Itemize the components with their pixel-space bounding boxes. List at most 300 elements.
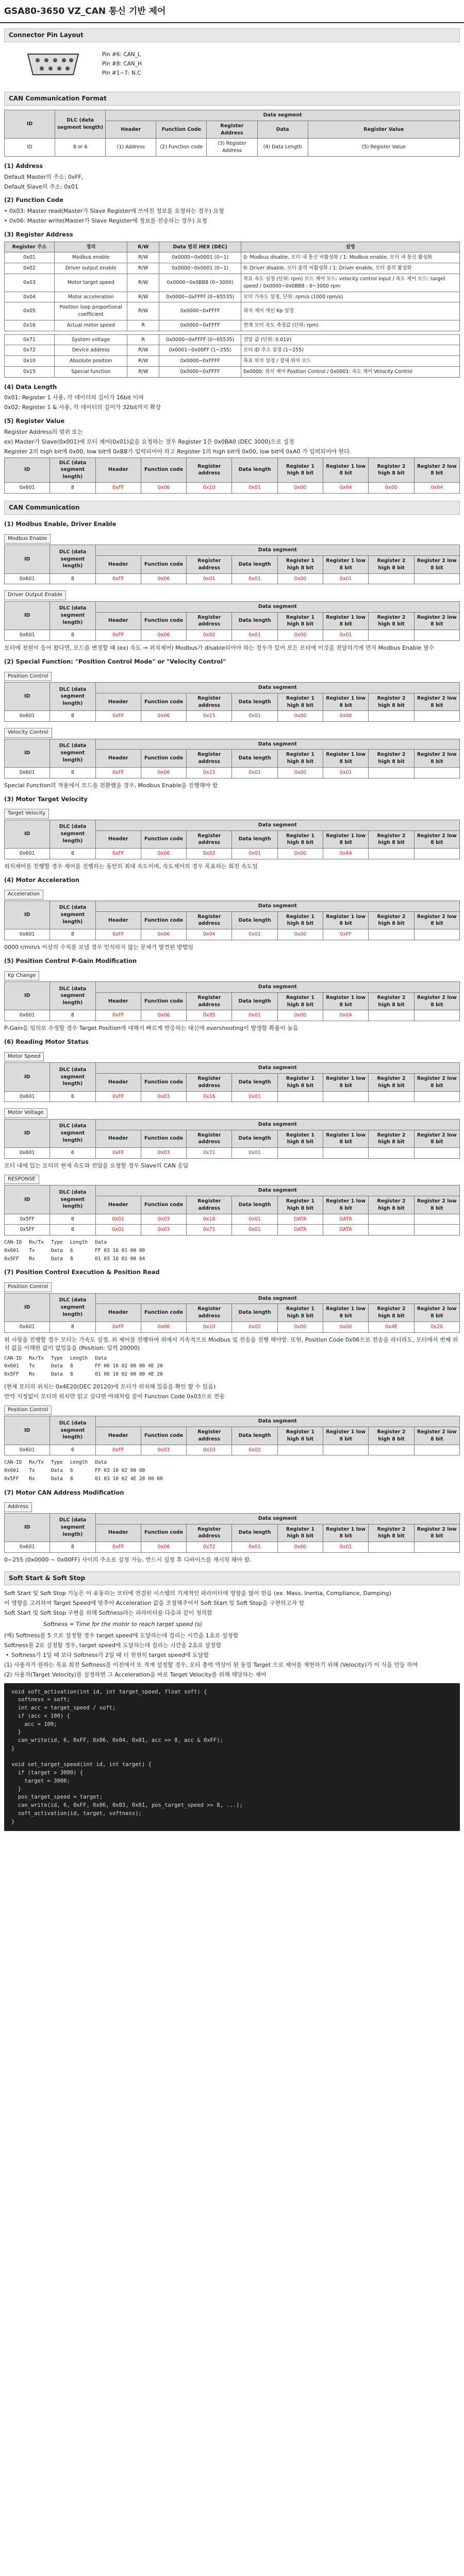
format-header: CAN Communication Format	[4, 92, 460, 106]
log-head	[4, 1354, 170, 1363]
log-col: Rx/Tx	[29, 1460, 44, 1466]
frame-col: ID	[5, 601, 50, 630]
log-cell: 8	[70, 1256, 73, 1262]
operation-header: CAN Communication	[4, 501, 460, 515]
frame-col: Header	[95, 612, 141, 630]
frame-col: Data length	[232, 612, 277, 630]
log-cell: Data	[51, 1371, 63, 1378]
s1-title: (1) Modbus Enable, Driver Enable	[4, 520, 117, 528]
frame-cell: 0x06	[141, 1321, 186, 1332]
frame-cell: 0x16	[187, 1091, 232, 1102]
log-col: Data	[95, 1240, 107, 1246]
softstart-line: Soft Start 및 Soft Stop 기능은 이 유동하는 모터에 연결된 시스템의 기계적인 파라미터에 영향을 많이 받음 (ex. Mass, Inertia, Compliance, Damping)	[4, 1590, 391, 1597]
register-cell: 0x01	[5, 252, 55, 263]
frame-col: Register 2 high 8 bit	[369, 1196, 414, 1214]
function-line: • 0x03: Master read(Master가 Slave Register에 쓰여진 정보를 요청하는 경우) 요청	[4, 208, 224, 215]
frame-cell: 0x01	[232, 1214, 277, 1225]
frame-col: Register address	[187, 911, 232, 929]
frame-cell: 0x01	[232, 1225, 277, 1235]
frame-col: Register 1 low 8 bit	[323, 1524, 369, 1542]
motor-voltage-label: Motor Voltage	[4, 1108, 47, 1118]
frame-col: Header	[95, 1524, 141, 1542]
register-cell: R/W	[127, 356, 159, 367]
log-col: Type	[51, 1355, 63, 1361]
frame-cell: 0x20	[414, 1321, 459, 1332]
frame-table	[4, 682, 460, 722]
s8-title: (7) Motor CAN Address Modification	[4, 1488, 124, 1496]
frame-cell: 8	[50, 767, 95, 778]
register-cell: 현재 모터 속도 측정값 (단위: rpm)	[241, 320, 460, 331]
frame-col: DLC (data segment length)	[50, 545, 95, 573]
frame-cell: 0x601	[5, 1091, 50, 1102]
address-line: Default Master의 주소: 0xFF,	[4, 173, 84, 180]
frame-cell	[369, 1091, 414, 1102]
reg-col: 정의	[55, 242, 127, 252]
log-cell: 8	[70, 1476, 73, 1482]
length-title: (4) Data Length	[4, 383, 57, 391]
frame-cell	[369, 1225, 414, 1235]
cell: ID	[5, 139, 55, 157]
frame-col: Register 1 low 8 bit	[323, 1304, 369, 1322]
frame-head-row	[5, 1185, 460, 1196]
frame-cell	[414, 1010, 459, 1021]
frame-cell	[369, 1445, 414, 1455]
frame-col: DLC (data segment length)	[50, 1416, 95, 1445]
register-cell: 모터 가속도 설정, 단위: rpm/s (1000 rpm/s)	[241, 292, 460, 302]
frame-head-row	[5, 1119, 460, 1130]
softstart-header: Soft Start & Soft Stop	[4, 1571, 460, 1585]
frame-cell	[277, 1148, 323, 1159]
frame-row	[5, 630, 460, 641]
frame-col: Register 2 low 8 bit	[414, 1427, 459, 1445]
frame-cell: 0x06	[141, 849, 186, 859]
s7-title: (7) Position Control Execution & Position Read	[4, 1268, 160, 1276]
log-cell: Data	[51, 1468, 63, 1474]
frame-table	[4, 901, 460, 940]
frame-row	[5, 767, 460, 778]
frame-cell	[369, 711, 414, 722]
frame-col: Register 1 high 8 bit	[277, 992, 323, 1010]
frame-col: Register 2 high 8 bit	[369, 992, 414, 1010]
frame-cell	[414, 1148, 459, 1159]
register-cell: Absolute position	[55, 356, 127, 367]
register-cell: 0: Driver disable, 모터 출력 비활성화 / 1: Driver enable, 모터 출력 활성화	[241, 263, 460, 274]
register-cell: 0x0000~0xFFFF (0~65535)	[159, 292, 241, 302]
frame-col: ID	[5, 1063, 50, 1091]
can-log	[4, 1354, 170, 1379]
frame-row	[5, 1214, 460, 1225]
frame-col: ID	[5, 1293, 50, 1321]
frame-col: Register 2 low 8 bit	[414, 612, 459, 630]
frame-cell: 0x00	[277, 849, 323, 859]
frame-cell: 0x01	[232, 1091, 277, 1102]
modbus-enable-label: Modbus Enable	[4, 534, 51, 544]
frame-cell: 0x02	[232, 1321, 277, 1332]
code-block: void soft_activation(int id, int target_speed, float soft) { softness = soft; int acc = target_speed / soft; if (acc < 100) { acc = 100; } can_write(id, 6, 0xFF, 0x06, 0x04, 0x01, acc >> 8, acc & 0xFF); } void set_target_speed(int id, int target) { if (target > 3000) { target = 3000; } pos_target_speed = target; can_write(id, 6, 0xFF, 0x06, 0x03, 0x01, pos_target_speed >> 8, ...); soft_activation(id, target, softness); }	[4, 1683, 460, 1832]
s7-note3: 만약 지정없이 모터의 위치만 읽고 싶다면 아래처럼 같이 Function Code 0x03으로 전송	[4, 1393, 225, 1400]
log-row	[4, 1370, 170, 1379]
frame-col: Function code	[141, 693, 186, 711]
frame-cell: 0x03	[141, 1225, 186, 1235]
frame-col: Function code	[141, 831, 186, 849]
frame-col: Register address	[187, 693, 232, 711]
register-row	[5, 345, 460, 356]
kp-change-label: Kp Change	[4, 971, 39, 981]
frame-col: Function code	[141, 1196, 186, 1214]
response-label: RESPONSE	[4, 1175, 39, 1184]
register-cell: R/W	[127, 302, 159, 320]
frame-cell: 0x01	[232, 711, 277, 722]
frame-cell: 0x03	[187, 849, 232, 859]
log-cell: FF 03 16 01 00 00	[95, 1247, 145, 1253]
db9-connector-icon	[25, 51, 81, 78]
frame-cell: 8	[50, 630, 95, 641]
frame-col: Register 2 low 8 bit	[414, 911, 459, 929]
frame-col: Register 1 high 8 bit	[277, 1130, 323, 1148]
frame-col: Register 2 high 8 bit	[369, 831, 414, 849]
frame-cell	[369, 849, 414, 859]
log-col: Data	[95, 1355, 107, 1361]
pin-item: Pin #6: CAN_L	[102, 52, 141, 58]
frame-cell: 6	[50, 1445, 95, 1455]
frame-col: Register address	[187, 1427, 232, 1445]
example-cell: 0xFF	[95, 482, 141, 493]
log-cell: 01 03 16 01 00 64	[95, 1256, 145, 1262]
frame-col: Function code	[141, 1427, 186, 1445]
log-col: Rx/Tx	[29, 1355, 44, 1361]
frame-col: Register 1 high 8 bit	[277, 1074, 323, 1092]
frame-cell: 0xFF	[95, 1010, 141, 1021]
register-cell: Position loop proportional coefficient	[55, 302, 127, 320]
frame-cell: 0xFF	[95, 1148, 141, 1159]
frame-col-segment: Data segment	[95, 1119, 459, 1130]
frame-head-row	[5, 545, 460, 556]
frame-col: ID	[5, 1119, 50, 1147]
frame-col: Register 1 high 8 bit	[277, 831, 323, 849]
driver-enable-label: Driver Output Enable	[4, 590, 66, 600]
frame-col-segment: Data segment	[95, 601, 459, 612]
frame-cell: 0x15	[187, 711, 232, 722]
reg-col: Data 범위 HEX (DEC)	[159, 242, 241, 252]
frame-table	[4, 1416, 460, 1455]
frame-col: Register 2 high 8 bit	[369, 457, 414, 482]
frame-col: Function code	[141, 1524, 186, 1542]
frame-cell: 8	[50, 1225, 95, 1235]
frame-col: DLC (data segment length)	[50, 982, 95, 1010]
frame-col: Register 1 low 8 bit	[323, 1130, 369, 1148]
frame-col: Data length	[232, 1130, 277, 1148]
cell: (3) Register Address	[207, 139, 257, 157]
frame-col: Data length	[232, 911, 277, 929]
frame-col: Register 1 low 8 bit	[323, 457, 369, 482]
log-cell: 6	[70, 1468, 73, 1474]
frame-col: Register 1 high 8 bit	[277, 750, 323, 768]
log-cell: 8	[70, 1363, 73, 1369]
log-col: CAN-ID	[4, 1240, 22, 1246]
log-cell: 0x5FF	[4, 1256, 19, 1262]
frame-cell	[369, 1542, 414, 1553]
frame-cell: 0x06	[141, 929, 186, 940]
register-cell: 0x0000~0xFFFF	[159, 302, 241, 320]
frame-cell	[277, 1445, 323, 1455]
frame-col: Header	[95, 1130, 141, 1148]
frame-col: Register address	[187, 1074, 232, 1092]
register-row	[5, 252, 460, 263]
log-cell: 8	[70, 1371, 73, 1378]
register-cell: 0x0000~0xFFFF	[159, 320, 241, 331]
log-cell: 0x601	[4, 1468, 19, 1474]
frame-col: Header	[95, 831, 141, 849]
frame-cell	[323, 1445, 369, 1455]
frame-table	[4, 1062, 460, 1102]
frame-cell: 0x04	[187, 929, 232, 940]
frame-col: ID	[5, 457, 50, 482]
log-cell: 6	[70, 1247, 73, 1253]
frame-cell: 0x16	[187, 1214, 232, 1225]
register-cell: Motor acceleration	[55, 292, 127, 302]
register-cell: R/W	[127, 345, 159, 356]
pin-item: Pin #8: CAN_H	[102, 61, 142, 67]
frame-col: Register address	[187, 612, 232, 630]
frame-col: ID	[5, 545, 50, 573]
frame-table	[4, 601, 460, 641]
frame-col: Register 2 high 8 bit	[369, 612, 414, 630]
col-function: Function Code	[156, 121, 207, 139]
frame-table	[4, 981, 460, 1021]
frame-cell	[277, 1091, 323, 1102]
function-title: (2) Function Code	[4, 196, 63, 204]
frame-head-row	[5, 901, 460, 911]
s2-title: (2) Special Function: "Position Control Mode" or "Velocity Control"	[4, 657, 226, 665]
frame-cell: 0x02	[187, 630, 232, 641]
frame-cell: 0x601	[5, 1445, 50, 1455]
frame-col: Register 1 high 8 bit	[277, 1304, 323, 1322]
col-dlc: DLC (data segment length)	[55, 110, 106, 139]
example-cell: 0x601	[5, 482, 50, 493]
frame-cell: 0xFF	[323, 929, 369, 940]
s5-note: P-Gain을 임의로 수정할 경우 Target Position에 대해서 빠르게 반응하는 대신에 overshooting이 발생할 확률이 높음	[4, 1025, 299, 1032]
frame-col: Register address	[187, 750, 232, 768]
log-cell: Data	[51, 1363, 63, 1369]
frame-cell: 0xFF	[95, 1091, 141, 1102]
log-row	[4, 1475, 170, 1483]
example-cell: 0x00	[369, 482, 414, 493]
softstart-line: • Softness가 1일 때 보다 Softness가 2일 때 더 천천히 target speed에 도달함	[4, 1651, 460, 1659]
register-cell: 모터 ID 주소 설정 (1~255)	[241, 345, 460, 356]
frame-col: ID	[5, 1513, 50, 1541]
frame-col: ID	[5, 901, 50, 929]
frame-col: Register 1 high 8 bit	[277, 911, 323, 929]
register-cell: 0x15	[5, 366, 55, 377]
register-cell: Modbus enable	[55, 252, 127, 263]
length-line: 0x01: Register 1 사용, 각 데이터의 길이가 16bit 이며	[4, 394, 144, 401]
address-label: Address	[4, 1502, 32, 1512]
frame-col: Header	[95, 556, 141, 574]
log-cell: Rx	[29, 1256, 35, 1262]
frame-col-segment: Data segment	[95, 545, 459, 556]
register-cell: 0x05	[5, 302, 55, 320]
frame-cell: 0x601	[5, 711, 50, 722]
frame-col: DLC (data segment length)	[50, 739, 95, 767]
register-row	[5, 320, 460, 331]
frame-head-row	[5, 1293, 460, 1304]
frame-col: Register 2 high 8 bit	[369, 1304, 414, 1322]
register-table-2	[4, 334, 460, 378]
frame-cell: 0x01	[232, 630, 277, 641]
register-cell: 0x02	[5, 263, 55, 274]
s4-title: (4) Motor Acceleration	[4, 876, 79, 884]
log-col: Data	[95, 1460, 107, 1466]
s7-note2: (현재 모터의 위치는 0x4E20(DEC 20120)에 모터가 위치해 있음을 확인 할 수 있음)	[4, 1383, 216, 1390]
softstart-line: Softness를 2로 설정할 경우, target speed에 도달하는데 걸리는 시간을 2초로 설정함	[4, 1641, 222, 1649]
frame-col: Register 1 low 8 bit	[323, 693, 369, 711]
register-cell: 0x10	[5, 356, 55, 367]
frame-cell: 6	[50, 1091, 95, 1102]
log-cell: FF 03 10 02 00 00	[95, 1468, 145, 1474]
frame-row	[5, 1148, 460, 1159]
frame-cell: 0x00	[277, 711, 323, 722]
frame-cell: 0x601	[5, 1321, 50, 1332]
softstart-section	[4, 1571, 460, 1832]
frame-col: Function code	[141, 457, 186, 482]
frame-cell: 0x5FF	[5, 1214, 50, 1225]
frame-cell: 0x03	[141, 1445, 186, 1455]
log-cell: Rx	[29, 1371, 35, 1378]
frame-cell: 0x01	[232, 929, 277, 940]
function-line: • 0x06: Master write(Master가 Slave Register에 정보를 전송하는 경우) 요청	[4, 217, 208, 225]
frame-cell: 0x0A	[323, 1010, 369, 1021]
frame-col: Header	[95, 750, 141, 768]
position-control-label: Position Control	[4, 1282, 52, 1292]
frame-head-row	[5, 1063, 460, 1074]
frame-head-row	[5, 1416, 460, 1427]
frame-col: Data length	[232, 750, 277, 768]
frame-col: DLC (data segment length)	[50, 457, 95, 482]
frame-table	[4, 820, 460, 859]
s1-note: 모터에 전원이 들어 왔다면, 모드를 변경할 때 (ex) 속도 → 위치제어) Modbus가 disable되어야 하는 경우가 있어 모든 모터에 이것을 전달하기에 먼저 Modbus Enable 필수	[4, 644, 435, 651]
register-title: (3) Register Address	[4, 231, 73, 238]
frame-table	[4, 739, 460, 778]
frame-col: ID	[5, 1416, 50, 1445]
register-cell: R/W	[127, 366, 159, 377]
frame-cell	[414, 630, 459, 641]
target-velocity-label: Target Velocity	[4, 809, 49, 819]
frame-col: Register 2 high 8 bit	[369, 556, 414, 574]
frame-col: Header	[95, 1196, 141, 1214]
register-cell: 전압 값 (단위: 0.01V)	[241, 334, 460, 345]
frame-col: Register 2 low 8 bit	[414, 1130, 459, 1148]
frame-col: Register 1 low 8 bit	[323, 556, 369, 574]
log-cell: 0x5FF	[4, 1476, 19, 1482]
log-head	[4, 1459, 170, 1467]
frame-cell	[369, 573, 414, 584]
register-row	[5, 263, 460, 274]
frame-cell: 0x01	[232, 1148, 277, 1159]
col-data-segment: Data segment	[106, 110, 460, 121]
log-cell: 0x601	[4, 1363, 19, 1369]
length-line: 0x02: Register 1 & 사용, 각 데이터의 길이가 32bit까지 확장	[4, 404, 161, 411]
frame-cell: 0x64	[323, 849, 369, 859]
frame-cell: 0x00	[277, 1010, 323, 1021]
frame-cell	[369, 929, 414, 940]
frame-cell: 0x00	[277, 630, 323, 641]
log-col: CAN-ID	[4, 1460, 22, 1466]
log-col: Type	[51, 1460, 63, 1466]
frame-col: Data length	[232, 1427, 277, 1445]
frame-table	[4, 545, 460, 584]
frame-col: Register 2 high 8 bit	[369, 1130, 414, 1148]
example-cell: 8	[50, 482, 95, 493]
frame-cell: 8	[50, 849, 95, 859]
frame-col: Register 1 low 8 bit	[323, 992, 369, 1010]
s6-note: 모터 내에 있는 모터의 현재 속도와 전압을 요청할 경우 Slave의 CAN 응답	[4, 1162, 189, 1169]
frame-cell: 6	[50, 1148, 95, 1159]
s3-note: 위치제어를 진행할 경우 제어를 진행하는 동안의 최대 속도이며, 속도제어의 경우 목표하는 회전 속도임	[4, 862, 258, 870]
frame-col: Register address	[187, 1524, 232, 1542]
frame-col: Function code	[141, 1074, 186, 1092]
frame-col: Register 2 low 8 bit	[414, 1524, 459, 1542]
frame-cell: 0x01	[232, 767, 277, 778]
frame-col: Data length	[232, 1524, 277, 1542]
frame-col: Register address	[187, 1196, 232, 1214]
frame-cell: 0x05	[187, 1010, 232, 1021]
frame-col: Register address	[187, 457, 232, 482]
frame-cell	[369, 1214, 414, 1225]
frame-head-row	[5, 982, 460, 993]
frame-col: Register 2 high 8 bit	[369, 1074, 414, 1092]
frame-cell: 0x01	[232, 1542, 277, 1553]
register-cell: 목표 위치 설정 / 절대 위치 모드	[241, 356, 460, 367]
frame-cell: DATA	[323, 1214, 369, 1225]
frame-col: Data length	[232, 831, 277, 849]
log-row	[4, 1467, 170, 1475]
frame-cell: 0x06	[141, 767, 186, 778]
register-cell: Driver output enable	[55, 263, 127, 274]
log-cell: Data	[51, 1256, 63, 1262]
frame-cell: 0x00	[277, 767, 323, 778]
format-table	[4, 110, 460, 157]
log-cell: 01 06 10 02 00 00 4E 20	[95, 1371, 163, 1378]
log-row	[4, 1247, 152, 1255]
frame-table	[4, 1293, 460, 1333]
frame-col: Register 1 low 8 bit	[323, 1074, 369, 1092]
frame-col: Data length	[232, 693, 277, 711]
register-cell: 0x0001~0x00FF (1~255)	[159, 345, 241, 356]
frame-col: Register 2 low 8 bit	[414, 457, 459, 482]
frame-cell: 0x01	[95, 1214, 141, 1225]
register-rows-2	[5, 334, 460, 377]
frame-cell: 0x00	[277, 929, 323, 940]
frame-col: Register address	[187, 1130, 232, 1148]
frame-head-row	[5, 820, 460, 831]
frame-cell: 8	[50, 573, 95, 584]
register-rows	[5, 252, 460, 331]
frame-cell	[323, 1091, 369, 1102]
frame-table	[4, 1185, 460, 1235]
frame-cell: 0x601	[5, 1010, 50, 1021]
log-cell: Data	[51, 1247, 63, 1253]
log-col: Length	[70, 1460, 88, 1466]
frame-cell: 0x10	[187, 1321, 232, 1332]
frame-col: Function code	[141, 556, 186, 574]
cell: (4) Data Length	[257, 139, 308, 157]
frame-cell	[369, 767, 414, 778]
value-title: (5) Register Value	[4, 417, 65, 425]
frame-cell: 0x10	[187, 1445, 232, 1455]
frame-col: DLC (data segment length)	[50, 1513, 95, 1541]
example-cell: 0x00	[277, 482, 323, 493]
frame-cell: DATA	[277, 1214, 323, 1225]
